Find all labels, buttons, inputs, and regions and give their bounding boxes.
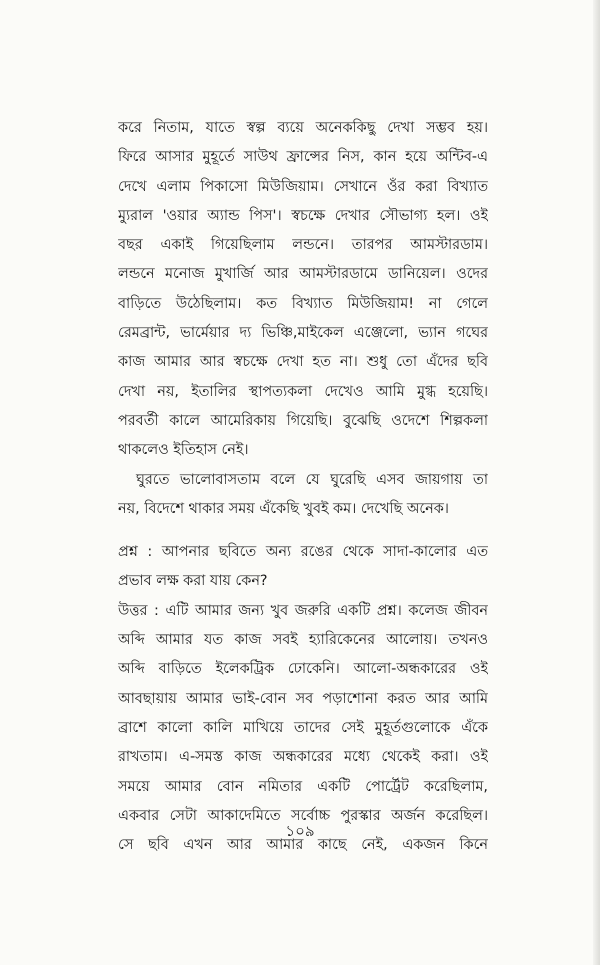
- text-line: ব্রাশে কালো কালি মাখিয়ে তাদের সেই মুহূর্তগুলোকে এঁকে: [118, 719, 488, 736]
- text-line: থাকলেও ইতিহাস নেই।: [118, 442, 249, 459]
- text-line: উত্তর : এটি আমার জন্য খুব জরুরি একটি প্রশ্ন। কলেজ জীবন: [118, 602, 488, 619]
- text-line: ম্যুরাল 'ওয়ার অ্যান্ড পিস'। স্বচক্ষে দেখার সৌভাগ্য হল। ওই: [118, 207, 488, 224]
- text-line: প্রশ্ন : আপনার ছবিতে অন্য রঙের থেকে সাদা-কালোর এত: [118, 544, 488, 561]
- text-line: ঘুরতে ভালোবাসতাম বলে যে ঘুরেছি এসব জায়গায় তা: [136, 471, 488, 488]
- text-line: অব্দি বাড়িতে ইলেকট্রিক ঢোকেনি। আলো-অন্ধকারের ওই: [118, 661, 488, 678]
- interview-question: [118, 538, 488, 597]
- text-line: সময়ে আমার বোন নমিতার একটি পোর্ট্রেট করেছিলাম,: [118, 778, 488, 795]
- text-line: বছর একাই গিয়েছিলাম লন্ডনে। তারপর আমস্টারডাম।: [118, 237, 488, 254]
- text-line: দেখে এলাম পিকাসো মিউজিয়াম। সেখানে ওঁর করা বিখ্যাত: [118, 178, 488, 195]
- text-line: নয়, বিদেশে থাকার সময় এঁকেছি খুবই কম। দেখেছি অনেক।: [118, 500, 449, 517]
- paragraph-travel: [118, 114, 488, 466]
- text-line: করে নিতাম, যাতে স্বল্প ব্যয়ে অনেককিছু দেখা সম্ভব হয়।: [118, 120, 488, 136]
- text-line: একবার সেটা আকাদেমিতে সর্বোচ্চ পুরস্কার অর্জন করেছিল।: [118, 807, 488, 824]
- text-line: কাজ আমার আর স্বচক্ষে দেখা হত না। শুধু তো এঁদের ছবি: [118, 354, 488, 371]
- text-line: পরবর্তী কালে আমেরিকায় গিয়েছি। বুঝেছি ওদেশে শিল্পকলা: [118, 412, 488, 429]
- text-line: লন্ডনে মনোজ মুখার্জি আর আমস্টারডামে ডানিয়েল। ওদের: [118, 266, 488, 283]
- text-line: অব্দি আমার যত কাজ সবই হ্যারিকেনের আলোয়। তখনও: [118, 632, 488, 649]
- page-number: ১০৯: [285, 822, 315, 840]
- text-line: দেখা নয়, ইতালির স্থাপত্যকলা দেখেও আমি মুগ্ধ হয়েছি।: [118, 383, 488, 400]
- text-line: রেমব্রান্ট, ভার্মেয়ার দ্য ভিঞ্চি,মাইকেল এঞ্জেলো, ভ্যান গঘের: [118, 325, 488, 342]
- text-line: ফিরে আসার মুহূর্তে সাউথ ফ্রান্সের নিস, কান হয়ে অন্টিব-এ: [118, 149, 488, 166]
- text-line: বাড়িতে উঠেছিলাম। কত বিখ্যাত মিউজিয়াম! না গেলে: [118, 295, 488, 312]
- paragraph-wandering: [118, 466, 488, 525]
- text-line: সে ছবি এখন আর আমার কাছে নেই, একজন কিনে: [118, 837, 488, 854]
- section-gap: [118, 524, 488, 538]
- text-line: রাখতাম। এ-সমস্ত কাজ অন্ধকারের মধ্যে থেকেই করা। ওই: [118, 749, 488, 766]
- body-text: [118, 114, 488, 860]
- text-line: আবছায়ায় আমার ভাই-বোন সব পড়াশোনা করত আর আমি: [118, 690, 488, 707]
- text-line: প্রভাব লক্ষ করা যায় কেন?: [118, 573, 268, 590]
